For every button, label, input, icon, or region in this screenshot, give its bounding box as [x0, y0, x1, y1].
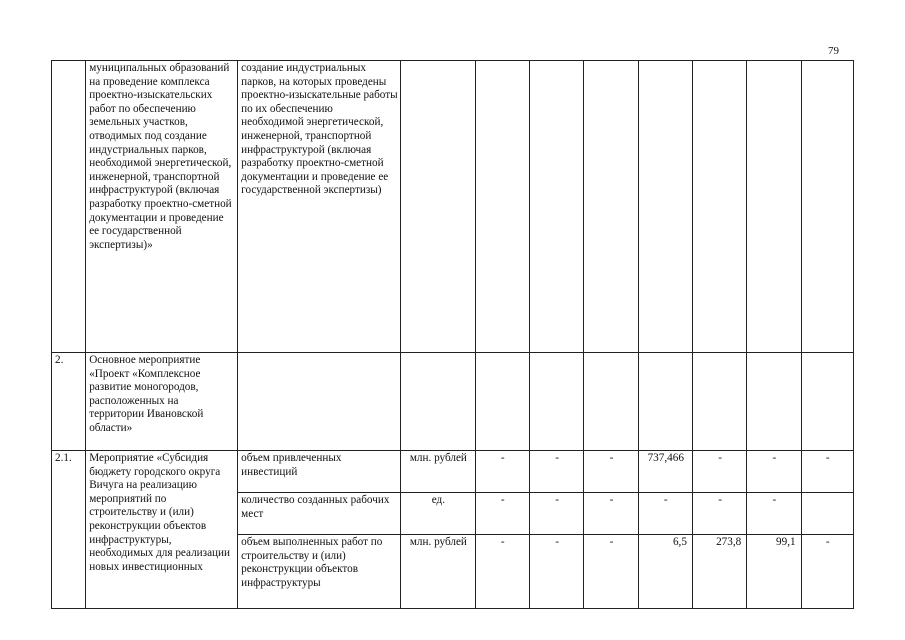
cell-value: -: [584, 535, 638, 609]
cell-value: -: [475, 451, 529, 493]
cell-measure: Основное мероприятие «Проект «Комплексное развитие моногородов, расположенных на территории Ивановской области»: [86, 353, 238, 451]
cell-num: [52, 61, 86, 353]
cell-unit: млн. рублей: [401, 535, 475, 609]
cell-value: -: [475, 493, 529, 535]
cell-value: -: [747, 451, 801, 493]
cell-value: -: [638, 493, 692, 535]
cell-value: 6,5: [638, 535, 692, 609]
cell-num: 2.: [52, 353, 86, 451]
page-number: 79: [828, 45, 839, 57]
cell-measure: Мероприятие «Субсидия бюджету городского округа Вичуга на реализацию мероприятий по строительству и (или) реконструкции объектов инфраструктуры, необходимых для реализации новых инвестиционных: [86, 451, 238, 609]
cell-value: -: [529, 535, 583, 609]
cell-value: -: [584, 493, 638, 535]
cell-value: -: [692, 493, 746, 535]
table-row-continuation: [52, 61, 854, 353]
cell-unit: млн. рублей: [401, 451, 475, 493]
cell-value: -: [747, 493, 801, 535]
cell-value: -: [692, 451, 746, 493]
cell-indicator: объем привлеченных инвестиций: [238, 451, 401, 493]
cell-value: [801, 493, 853, 535]
table-row-2: [52, 353, 854, 451]
cell-indicator: количество созданных рабочих мест: [238, 493, 401, 535]
cell-indicator: объем выполненных работ по строительству и (или) реконструкции объектов инфраструктуры: [238, 535, 401, 609]
cell-value: -: [801, 535, 853, 609]
cell-value: -: [529, 451, 583, 493]
cell-indicator: создание индустриальных парков, на которых проведены проектно-изыскательные работы по их обеспечению необходимой энергетической, инженерной, транспортной инфраструктурой (включая разработку проектно-сметной документации и проведение ее государственной экспертизы): [238, 61, 401, 353]
cell-value: 99,1: [747, 535, 801, 609]
cell-unit: ед.: [401, 493, 475, 535]
cell-num: 2.1.: [52, 451, 86, 609]
cell-value: -: [584, 451, 638, 493]
cell-value: -: [529, 493, 583, 535]
cell-value: 273,8: [692, 535, 746, 609]
table-row-2-1-a: [52, 451, 854, 493]
cell-measure: муниципальных образований на проведение комплекса проектно-изыскательских работ по обеспечению земельных участков, отводимых под создание индустриальных парков, необходимой энергетической, инженерной, транспортной инфраструктурой (включая разработку проектно-сметной документации и проведение ее государственной экспертизы)»: [86, 61, 238, 353]
cell-value: -: [801, 451, 853, 493]
cell-unit: [401, 61, 475, 353]
cell-value: -: [475, 535, 529, 609]
program-table: [51, 60, 854, 609]
cell-value: 737,466: [638, 451, 692, 493]
